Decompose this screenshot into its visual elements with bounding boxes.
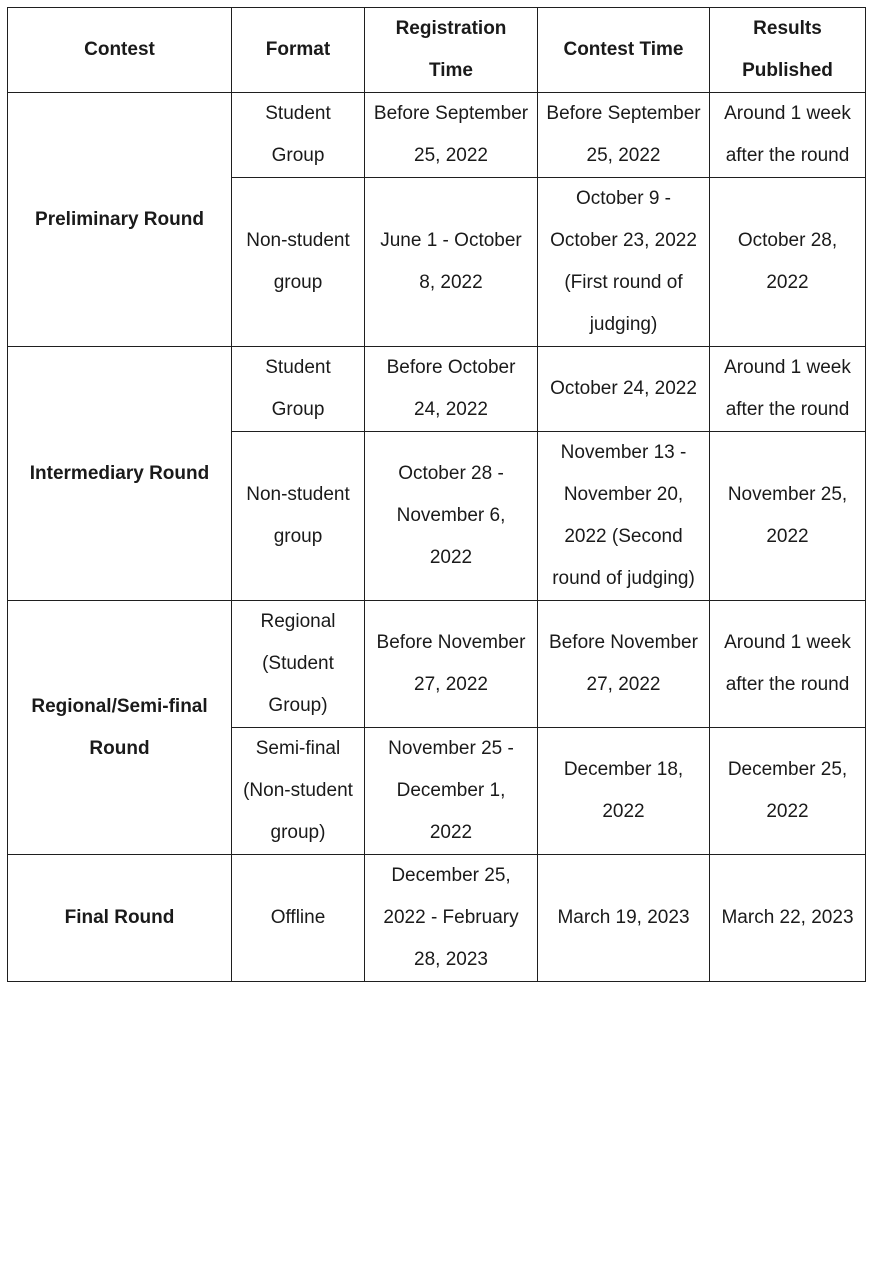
registration-cell: December 25, 2022 - February 28, 2023	[365, 855, 538, 982]
contest-time-cell: November 13 - November 20, 2022 (Second round of judging)	[538, 432, 710, 601]
format-cell: Non-student group	[232, 178, 365, 347]
format-cell: Student Group	[232, 347, 365, 432]
registration-cell: June 1 - October 8, 2022	[365, 178, 538, 347]
results-cell: Around 1 week after the round	[710, 601, 866, 728]
registration-cell: Before September 25, 2022	[365, 93, 538, 178]
results-cell: Around 1 week after the round	[710, 93, 866, 178]
contest-time-cell: December 18, 2022	[538, 728, 710, 855]
results-cell: November 25, 2022	[710, 432, 866, 601]
registration-cell: October 28 - November 6, 2022	[365, 432, 538, 601]
contest-time-cell: Before November 27, 2022	[538, 601, 710, 728]
format-cell: Offline	[232, 855, 365, 982]
header-contest-time: Contest Time	[538, 8, 710, 93]
header-format: Format	[232, 8, 365, 93]
format-cell: Semi-final (Non-student group)	[232, 728, 365, 855]
format-cell: Student Group	[232, 93, 365, 178]
schedule-table-container	[7, 7, 866, 982]
format-cell: Non-student group	[232, 432, 365, 601]
contest-time-cell: October 24, 2022	[538, 347, 710, 432]
registration-cell: November 25 - December 1, 2022	[365, 728, 538, 855]
round-name: Intermediary Round	[8, 347, 232, 601]
results-cell: Around 1 week after the round	[710, 347, 866, 432]
contest-time-cell: October 9 - October 23, 2022 (First round of judging)	[538, 178, 710, 347]
header-results-published: Results Published	[710, 8, 866, 93]
contest-schedule-table	[7, 7, 866, 982]
format-cell: Regional (Student Group)	[232, 601, 365, 728]
round-name: Preliminary Round	[8, 93, 232, 347]
table-row	[8, 855, 866, 982]
registration-cell: Before November 27, 2022	[365, 601, 538, 728]
header-contest: Contest	[8, 8, 232, 93]
round-name: Regional/Semi-final Round	[8, 601, 232, 855]
round-name: Final Round	[8, 855, 232, 982]
results-cell: October 28, 2022	[710, 178, 866, 347]
results-cell: December 25, 2022	[710, 728, 866, 855]
contest-time-cell: March 19, 2023	[538, 855, 710, 982]
results-cell: March 22, 2023	[710, 855, 866, 982]
table-row	[8, 93, 866, 178]
header-row	[8, 8, 866, 93]
contest-time-cell: Before September 25, 2022	[538, 93, 710, 178]
table-row	[8, 601, 866, 728]
registration-cell: Before October 24, 2022	[365, 347, 538, 432]
header-registration-time: Registration Time	[365, 8, 538, 93]
table-row	[8, 347, 866, 432]
